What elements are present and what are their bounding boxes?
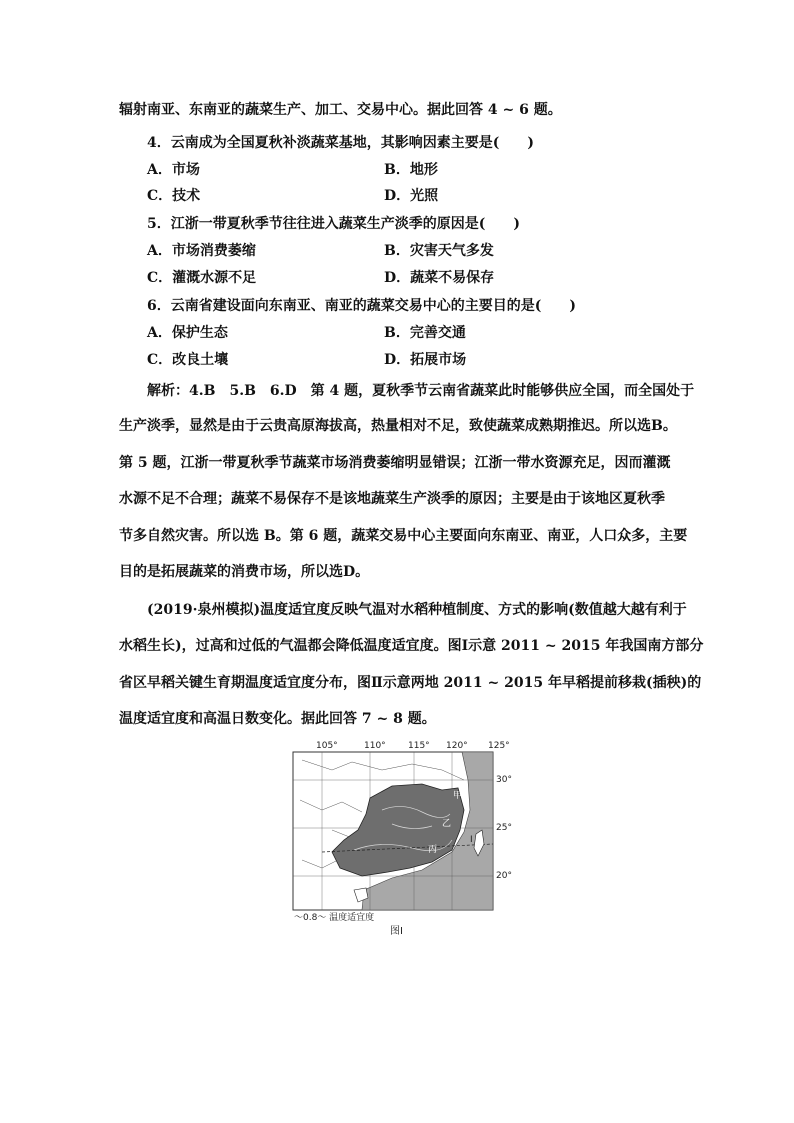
question-6-option-b: B．完善交通 xyxy=(384,325,466,341)
intro-tail: 辐射南亚、东南亚的蔬菜生产、加工、交易中心。据此回答 4 ~ 6 题。 xyxy=(119,102,562,118)
question-6-stem: 6．云南省建设面向东南亚、南亚的蔬菜交易中心的主要目的是( ) xyxy=(147,298,576,314)
map-label-i: Ⅰ xyxy=(470,835,473,845)
analysis-line-3: 第 5 题，江浙一带夏秋季节蔬菜市场消费萎缩明显错误；江浙一带水资源充足，因而灌溉 xyxy=(119,455,671,471)
latitude-label: 20° xyxy=(496,871,512,881)
analysis-line-4: 水源不足不合理；蔬菜不易保存不是该地蔬菜生产淡季的原因；主要是由于该地区夏秋季 xyxy=(119,491,665,507)
longitude-label: 120° xyxy=(446,741,468,751)
question-4-stem: 4．云南成为全国夏秋补淡蔬菜基地，其影响因素主要是( ) xyxy=(147,135,534,151)
map-label-jia: 甲 xyxy=(453,791,463,801)
question-6-option-a: A．保护生态 xyxy=(147,325,228,341)
question-4-option-d: D．光照 xyxy=(384,188,439,204)
question-5-stem: 5．江浙一带夏秋季节往往进入蔬菜生产淡季的原因是( ) xyxy=(147,216,520,232)
analysis-line-6: 目的是拓展蔬菜的消费市场，所以选D。 xyxy=(119,564,370,580)
map-legend: ～0.8～ 温度适宜度 xyxy=(294,913,375,923)
figure-1-map xyxy=(292,740,518,940)
question-5-option-b: B．灾害天气多发 xyxy=(384,243,494,259)
question-6-option-d: D．拓展市场 xyxy=(384,352,467,368)
question-5-option-a: A．市场消费萎缩 xyxy=(147,243,256,259)
question-5-option-d: D．蔬菜不易保存 xyxy=(384,270,495,286)
question-4-option-b: B．地形 xyxy=(384,162,438,178)
analysis-line-5: 节多自然灾害。所以选 B。第 6 题，蔬菜交易中心主要面向东南亚、南亚，人口众多，主要 xyxy=(119,528,688,544)
map-label-bing: 丙 xyxy=(428,845,438,855)
longitude-label: 110° xyxy=(364,741,386,751)
figure-caption: 图Ⅰ xyxy=(390,926,403,937)
question-6-option-c: C．改良土壤 xyxy=(147,352,229,368)
passage2-line-3: 省区早稻关键生育期温度适宜度分布，图Ⅱ示意两地 2011 ~ 2015 年早稻提前移栽(插秧)的 xyxy=(119,675,702,691)
analysis-line-1: 解析：4.B 5.B 6.D 第 4 题，夏秋季节云南省蔬菜此时能够供应全国，而全国处于 xyxy=(147,383,695,399)
longitude-label: 105° xyxy=(316,741,338,751)
passage2-line-2: 水稻生长)，过高和过低的气温都会降低温度适宜度。图Ⅰ示意 2011 ~ 2015 年我国南方部分 xyxy=(119,638,704,654)
longitude-label: 125° xyxy=(488,741,510,751)
map-label-yi: 乙 xyxy=(442,819,452,829)
passage2-line-4: 温度适宜度和高温日数变化。据此回答 7 ~ 8 题。 xyxy=(119,711,436,727)
passage2-line-1: (2019·泉州模拟)温度适宜度反映气温对水稻种植制度、方式的影响(数值越大越有利于 xyxy=(147,602,687,618)
latitude-label: 30° xyxy=(496,775,512,785)
question-4-option-c: C．技术 xyxy=(147,188,201,204)
longitude-label: 115° xyxy=(408,741,430,751)
question-4-option-a: A．市场 xyxy=(147,162,200,178)
question-5-option-c: C．灌溉水源不足 xyxy=(147,270,257,286)
latitude-label: 25° xyxy=(496,823,512,833)
map-svg xyxy=(292,740,518,940)
analysis-line-2: 生产淡季，显然是由于云贵高原海拔高，热量相对不足，致使蔬菜成熟期推迟。所以选B。 xyxy=(119,418,677,434)
